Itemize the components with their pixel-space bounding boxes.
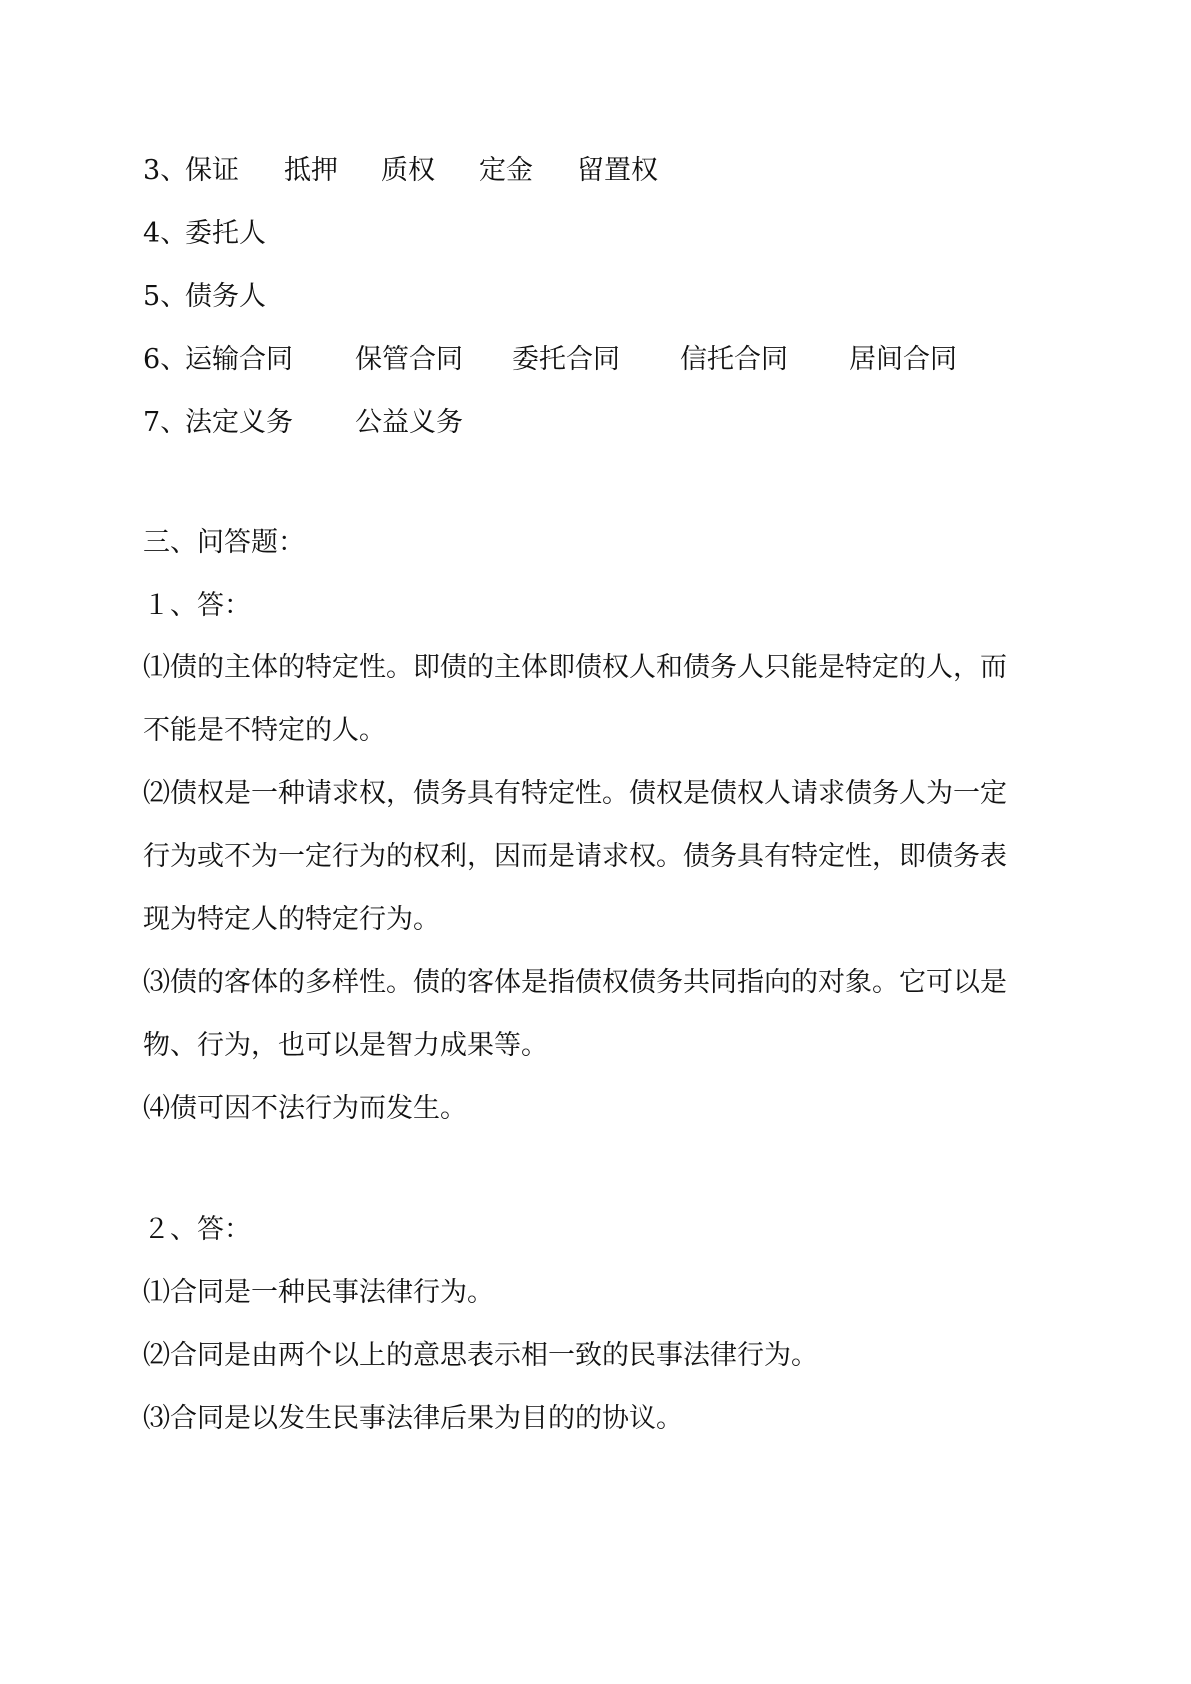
answer-item-4	[143, 216, 266, 252]
answer-term: 法定义务	[185, 407, 293, 438]
item-number: 7	[143, 407, 161, 438]
answer-paragraph-line: ⑶合同是以发生民事法律后果为目的的协议。	[143, 1403, 683, 1434]
answer-item-5	[143, 279, 266, 315]
answer-term: 委托人	[185, 218, 266, 249]
item-number: 3	[143, 155, 161, 186]
item-separator: 、	[160, 281, 188, 312]
answer-label: １、答：	[143, 590, 251, 621]
answer-term: 公益义务	[355, 407, 463, 438]
answer-term: 留置权	[577, 155, 658, 186]
answer-item-7	[143, 405, 463, 441]
answer-term: 债务人	[185, 281, 266, 312]
answer-paragraph-line: ⑴合同是一种民事法律行为。	[143, 1277, 494, 1308]
answer-paragraph-line: 不能是不特定的人。	[143, 715, 386, 746]
item-number: 4	[143, 218, 161, 249]
item-separator: 、	[160, 407, 188, 438]
answer-item-3	[143, 153, 658, 189]
answer-paragraph-line: ⑵债权是一种请求权，债务具有特定性。债权是债权人请求债务人为一定	[143, 778, 1007, 809]
item-separator: 、	[160, 155, 188, 186]
section-heading: 三、问答题：	[143, 527, 305, 558]
answer-paragraph-line: ⑶债的客体的多样性。债的客体是指债权债务共同指向的对象。它可以是	[143, 967, 1007, 998]
answer-paragraph-line: ⑵合同是由两个以上的意思表示相一致的民事法律行为。	[143, 1340, 818, 1371]
answer-paragraph-line: ⑴债的主体的特定性。即债的主体即债权人和债务人只能是特定的人，而	[143, 652, 1007, 683]
answer-term: 保管合同	[355, 344, 463, 375]
item-separator: 、	[160, 344, 188, 375]
item-separator: 、	[160, 218, 188, 249]
answer-term: 委托合同	[512, 344, 620, 375]
answer-paragraph-line: ⑷债可因不法行为而发生。	[143, 1093, 467, 1124]
answer-term: 抵押	[284, 155, 338, 186]
answer-label: ２、答：	[143, 1214, 251, 1245]
answer-term: 定金	[479, 155, 533, 186]
answer-paragraph-line: 现为特定人的特定行为。	[143, 904, 440, 935]
answer-term: 保证	[185, 155, 239, 186]
answer-term: 居间合同	[849, 344, 957, 375]
answer-term: 运输合同	[185, 344, 293, 375]
answer-term: 信托合同	[680, 344, 788, 375]
answer-term: 质权	[381, 155, 435, 186]
item-number: 5	[143, 281, 161, 312]
answer-paragraph-line: 物、行为，也可以是智力成果等。	[143, 1030, 548, 1061]
answer-item-6	[143, 342, 957, 378]
answer-paragraph-line: 行为或不为一定行为的权利，因而是请求权。债务具有特定性，即债务表	[143, 841, 1007, 872]
item-number: 6	[143, 344, 161, 375]
